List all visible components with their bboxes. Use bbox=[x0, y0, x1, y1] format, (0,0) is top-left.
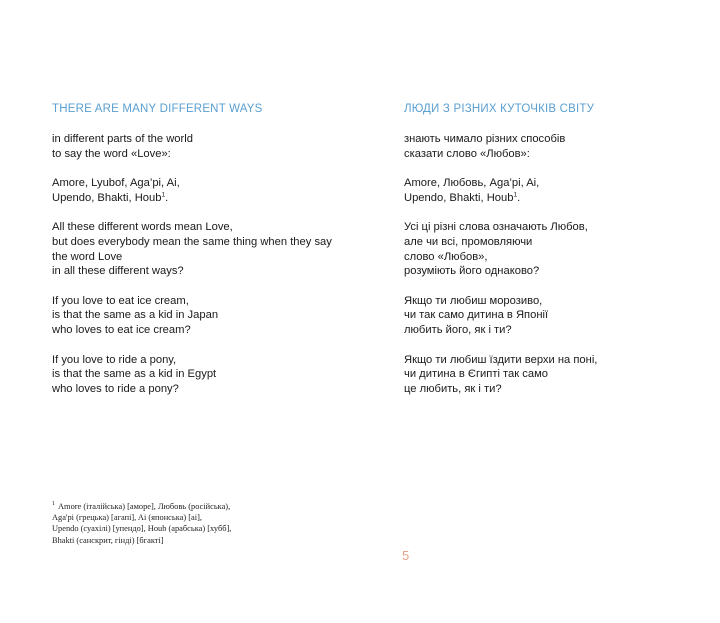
poem-line: любить його, як і ти? bbox=[404, 323, 512, 336]
right-poem bbox=[404, 132, 597, 411]
footnote bbox=[52, 501, 231, 546]
poem-line: Якщо ти любиш морозиво, bbox=[404, 294, 543, 307]
footnote-reference: 1 bbox=[513, 191, 518, 199]
poem-line: All these different words mean Love, bbox=[52, 221, 233, 234]
poem-line: розуміють його однаково? bbox=[404, 265, 540, 278]
poem-line: in all these different ways? bbox=[52, 265, 184, 278]
left-stanza-4 bbox=[52, 294, 332, 338]
footnote-line: Bhakti (санскрит, гінді) [бгакті] bbox=[52, 535, 164, 545]
right-stanza-1 bbox=[404, 132, 597, 161]
poem-line: is that the same as a kid in Egypt bbox=[52, 368, 217, 381]
poem-line: чи дитина в Єгипті так само bbox=[404, 368, 548, 381]
poem-line: Amore, Lyubof, Aga’pi, Ai, bbox=[52, 177, 180, 190]
footnote-reference: 1 bbox=[161, 191, 166, 199]
right-heading: ЛЮДИ З РІЗНИХ КУТОЧКІВ СВІТУ bbox=[404, 103, 595, 115]
poem-line: сказати слово «Любов»: bbox=[404, 147, 530, 160]
poem-line bbox=[404, 191, 597, 206]
page-number: 5 bbox=[402, 548, 410, 563]
punctuation: . bbox=[165, 191, 169, 204]
left-stanza-5 bbox=[52, 353, 332, 397]
footnote-line: Upendo (суахілі) [упендо], Houb (арабська) [хубб], bbox=[52, 524, 232, 534]
poem-line-text: Upendo, Bhakti, Houb bbox=[52, 191, 162, 204]
poem-line: but does everybody mean the same thing when they say bbox=[52, 235, 332, 248]
poem-line: who loves to ride a pony? bbox=[52, 382, 179, 395]
poem-line: Якщо ти любиш їздити верхи на поні, bbox=[404, 353, 598, 366]
left-stanza-2 bbox=[52, 176, 332, 205]
left-heading: THERE ARE MANY DIFFERENT WAYS bbox=[52, 103, 263, 115]
poem-line-text: Upendo, Bhakti, Houb bbox=[404, 191, 514, 204]
poem-line: to say the word «Love»: bbox=[52, 147, 171, 160]
poem-line: is that the same as a kid in Japan bbox=[52, 309, 219, 322]
poem-line: слово «Любов», bbox=[404, 250, 488, 263]
right-stanza-5 bbox=[404, 353, 597, 397]
footnote-line bbox=[52, 501, 231, 512]
poem-line: чи так само дитина в Японії bbox=[404, 309, 549, 322]
left-stanza-1 bbox=[52, 132, 332, 161]
footnote-line: Aga'pi (грецька) [агапі], Ai (японська) [аі], bbox=[52, 513, 202, 523]
poem-line: If you love to ride a pony, bbox=[52, 353, 177, 366]
punctuation: . bbox=[517, 191, 521, 204]
right-stanza-3 bbox=[404, 220, 597, 278]
poem-line: Усі ці різні слова означають Любов, bbox=[404, 221, 588, 234]
right-stanza-2 bbox=[404, 176, 597, 205]
poem-line: але чи всі, промовляючи bbox=[404, 235, 533, 248]
poem-line: If you love to eat ice cream, bbox=[52, 294, 189, 307]
poem-line: Amore, Любовь, Aga’pi, Ai, bbox=[404, 177, 540, 190]
footnote-text: Amore (італійська) [аморе], Любовь (російська), bbox=[58, 502, 231, 511]
right-stanza-4 bbox=[404, 294, 597, 338]
left-poem bbox=[52, 132, 332, 411]
poem-line bbox=[52, 191, 332, 206]
poem-line: знають чимало різних способів bbox=[404, 133, 566, 145]
left-stanza-3 bbox=[52, 220, 332, 278]
poem-line: in different parts of the world bbox=[52, 133, 193, 145]
poem-line: the word Love bbox=[52, 250, 123, 263]
poem-line: who loves to eat ice cream? bbox=[52, 323, 191, 336]
footnote-marker: 1 bbox=[52, 501, 55, 508]
poem-line: це любить, як і ти? bbox=[404, 382, 502, 395]
